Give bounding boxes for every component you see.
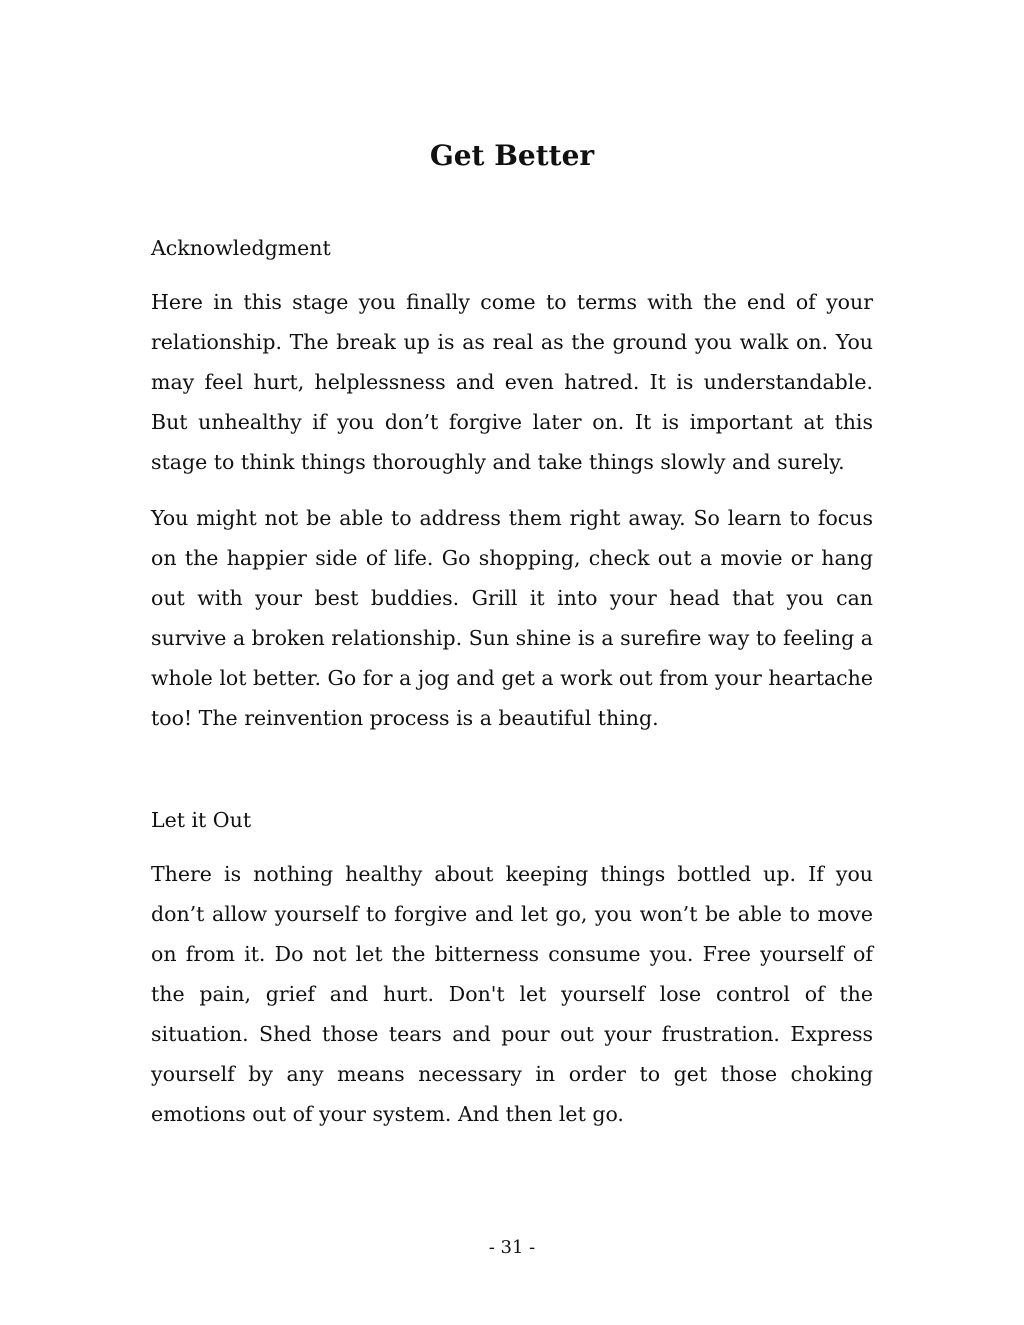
page-body <box>151 230 873 1134</box>
paragraph: You might not be able to address them right away. So learn to focus on the happier side of life. Go shopping, check out a movie or hang out with your best buddies. Grill it into your head that you can survive a broken relationship. Sun shine is a surefire way to feeling a whole lot better. Go for a jog and get a work out from your heartache too! The reinvention process is a beautiful thing. <box>151 506 873 730</box>
section-spacer <box>151 738 873 802</box>
page-number: - 31 - <box>488 1237 536 1258</box>
section-acknowledgment <box>151 230 873 738</box>
section-heading: Let it Out <box>151 808 252 832</box>
paragraph: Here in this stage you finally come to terms with the end of your relationship. The break up is as real as the ground you walk on. You may feel hurt, helplessness and even hatred. It is understandable. But unhealthy if you don’t forgive later on. It is important at this stage to think things thoroughly and take things slowly and surely. <box>151 290 873 474</box>
section-heading: Acknowledgment <box>151 236 331 260</box>
section-let-it-out <box>151 802 873 1134</box>
page-title: Get Better <box>429 138 595 172</box>
paragraph: There is nothing healthy about keeping things bottled up. If you don’t allow yourself to forgive and let go, you won’t be able to move on from it. Do not let the bitterness consume you. Free yourself of the pain, grief and hurt. Don't let yourself lose control of the situation. Shed those tears and pour out your frustration. Express yourself by any means necessary in order to get those choking emotions out of your system. And then let go. <box>151 862 873 1126</box>
